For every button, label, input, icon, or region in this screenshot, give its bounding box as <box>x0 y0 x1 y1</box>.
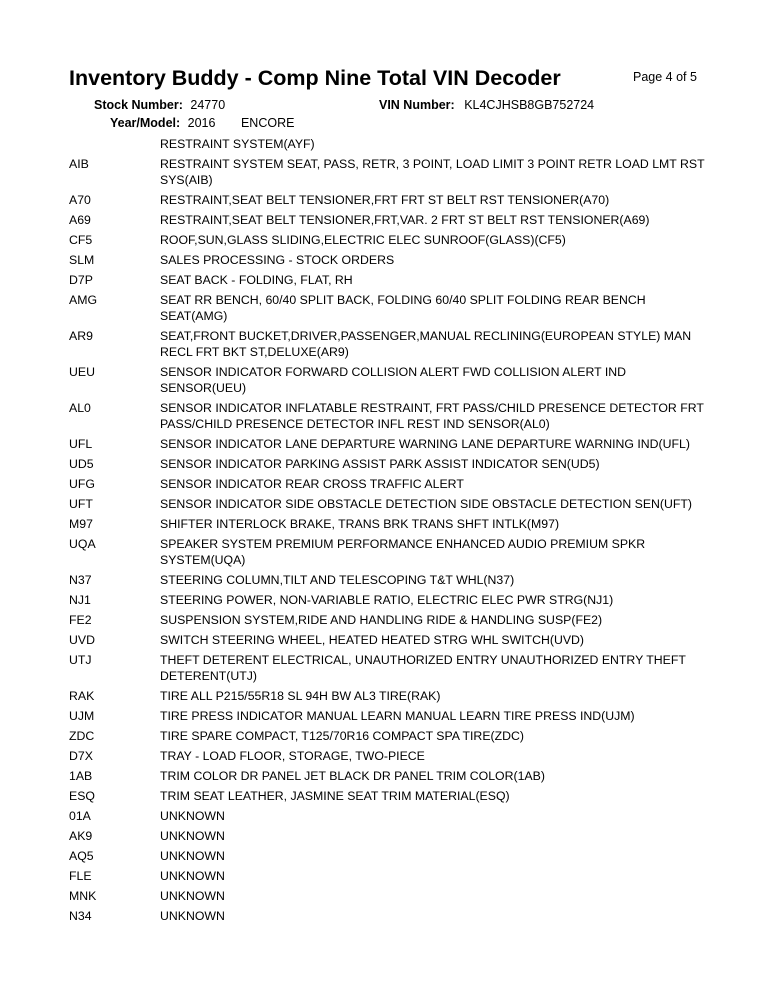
option-row <box>69 232 709 248</box>
option-code: UVD <box>69 633 95 647</box>
option-code: SLM <box>69 253 95 267</box>
option-code: 01A <box>69 809 91 823</box>
option-description: RESTRAINT SYSTEM SEAT, PASS, RETR, 3 POINT, LOAD LIMIT 3 POINT RETR LOAD LMT RST SYS(AIB) <box>160 157 705 187</box>
option-row <box>69 212 709 228</box>
option-code: FE2 <box>69 613 92 627</box>
option-code: ZDC <box>69 729 95 743</box>
option-code: MNK <box>69 889 97 903</box>
vin-number-value: KL4CJHSB8GB752724 <box>464 98 595 112</box>
option-description: SUSPENSION SYSTEM,RIDE AND HANDLING RIDE & HANDLING SUSP(FE2) <box>160 613 603 627</box>
option-row <box>69 828 709 844</box>
year-model <box>110 116 294 130</box>
option-row <box>69 192 709 208</box>
option-description: TRAY - LOAD FLOOR, STORAGE, TWO-PIECE <box>160 749 425 763</box>
option-row <box>69 516 709 532</box>
option-description: UNKNOWN <box>160 889 225 903</box>
option-description: STEERING POWER, NON-VARIABLE RATIO, ELECTRIC ELEC PWR STRG(NJ1) <box>160 593 614 607</box>
option-description: UNKNOWN <box>160 869 225 883</box>
option-code: 1AB <box>69 769 93 783</box>
option-row <box>69 328 709 360</box>
vin-number-label: VIN Number: <box>379 98 455 112</box>
year-value: 2016 <box>187 116 216 130</box>
option-code: UFT <box>69 497 93 511</box>
option-row <box>69 456 709 472</box>
option-description: SWITCH STEERING WHEEL, HEATED HEATED STRG WHL SWITCH(UVD) <box>160 633 585 647</box>
stock-number <box>94 98 225 112</box>
option-description: SENSOR INDICATOR PARKING ASSIST PARK ASSIST INDICATOR SEN(UD5) <box>160 457 600 471</box>
option-code: CF5 <box>69 233 93 247</box>
stock-number-value: 24770 <box>190 98 226 112</box>
option-description: UNKNOWN <box>160 809 225 823</box>
option-row <box>69 728 709 744</box>
option-description: SPEAKER SYSTEM PREMIUM PERFORMANCE ENHANCED AUDIO PREMIUM SPKR SYSTEM(UQA) <box>160 537 646 567</box>
option-description: TIRE PRESS INDICATOR MANUAL LEARN MANUAL LEARN TIRE PRESS IND(UJM) <box>160 709 635 723</box>
option-code: AQ5 <box>69 849 94 863</box>
option-code: FLE <box>69 869 92 883</box>
option-description: RESTRAINT,SEAT BELT TENSIONER,FRT,VAR. 2 FRT ST BELT RST TENSIONER(A69) <box>160 213 650 227</box>
option-row <box>69 592 709 608</box>
option-description: TRIM SEAT LEATHER, JASMINE SEAT TRIM MATERIAL(ESQ) <box>160 789 510 803</box>
option-code: AIB <box>69 157 89 171</box>
option-row <box>69 364 709 396</box>
option-description: TIRE ALL P215/55R18 SL 94H BW AL3 TIRE(RAK) <box>160 689 441 703</box>
option-description: TIRE SPARE COMPACT, T125/70R16 COMPACT SPA TIRE(ZDC) <box>160 729 524 743</box>
option-row <box>69 476 709 492</box>
model-value: ENCORE <box>240 116 295 130</box>
option-row <box>69 652 709 684</box>
option-code: N34 <box>69 909 92 923</box>
option-row <box>69 400 709 432</box>
option-code: A69 <box>69 213 91 227</box>
option-description: STEERING COLUMN,TILT AND TELESCOPING T&T WHL(N37) <box>160 573 515 587</box>
option-row <box>69 496 709 512</box>
option-row <box>69 292 709 324</box>
option-row <box>69 908 709 924</box>
option-description: SEAT,FRONT BUCKET,DRIVER,PASSENGER,MANUAL RECLINING(EUROPEAN STYLE) MAN RECL FRT BKT ST,DELUXE(AR9) <box>160 329 692 359</box>
option-code <box>69 136 160 152</box>
option-row <box>69 768 709 784</box>
option-description: SEAT BACK - FOLDING, FLAT, RH <box>160 273 353 287</box>
option-description: SENSOR INDICATOR INFLATABLE RESTRAINT, FRT PASS/CHILD PRESENCE DETECTOR FRT PASS/CHILD PRESENCE DETECTOR INFL REST IND SENSOR(AL0) <box>160 401 704 431</box>
option-list <box>69 136 709 928</box>
option-code: ESQ <box>69 789 95 803</box>
option-row <box>69 436 709 452</box>
option-code: N37 <box>69 573 92 587</box>
option-row <box>69 848 709 864</box>
option-description: SENSOR INDICATOR FORWARD COLLISION ALERT FWD COLLISION ALERT IND SENSOR(UEU) <box>160 365 627 395</box>
page-number: Page 4 of 5 <box>633 70 697 84</box>
option-row <box>69 136 709 152</box>
option-code: AMG <box>69 293 98 307</box>
option-code: AL0 <box>69 401 91 415</box>
option-description: RESTRAINT SYSTEM(AYF) <box>160 137 315 151</box>
option-row <box>69 156 709 188</box>
option-code: UQA <box>69 537 96 551</box>
option-code: UD5 <box>69 457 94 471</box>
vin-number <box>379 98 594 112</box>
document-title: Inventory Buddy - Comp Nine Total VIN Decoder <box>69 66 561 90</box>
option-description: SEAT RR BENCH, 60/40 SPLIT BACK, FOLDING 60/40 SPLIT FOLDING REAR BENCH SEAT(AMG) <box>160 293 646 323</box>
option-code: AK9 <box>69 829 93 843</box>
option-row <box>69 688 709 704</box>
option-row <box>69 708 709 724</box>
option-code: UJM <box>69 709 95 723</box>
stock-number-label: Stock Number: <box>94 98 183 112</box>
option-code: RAK <box>69 689 95 703</box>
option-row <box>69 612 709 628</box>
option-code: UEU <box>69 365 95 379</box>
option-code: M97 <box>69 517 93 531</box>
option-row <box>69 788 709 804</box>
option-row <box>69 868 709 884</box>
option-description: SENSOR INDICATOR LANE DEPARTURE WARNING LANE DEPARTURE WARNING IND(UFL) <box>160 437 690 451</box>
option-code: D7X <box>69 749 93 763</box>
option-row <box>69 888 709 904</box>
option-description: ROOF,SUN,GLASS SLIDING,ELECTRIC ELEC SUNROOF(GLASS)(CF5) <box>160 233 566 247</box>
option-row <box>69 572 709 588</box>
option-code: D7P <box>69 273 93 287</box>
option-row <box>69 632 709 648</box>
option-description: SHIFTER INTERLOCK BRAKE, TRANS BRK TRANS SHFT INTLK(M97) <box>160 517 560 531</box>
option-description: UNKNOWN <box>160 829 225 843</box>
option-description: SENSOR INDICATOR REAR CROSS TRAFFIC ALERT <box>160 477 464 491</box>
year-model-label: Year/Model: <box>110 116 181 130</box>
option-description: THEFT DETERENT ELECTRICAL, UNAUTHORIZED ENTRY UNAUTHORIZED ENTRY THEFT DETERENT(UTJ) <box>160 653 686 683</box>
option-description: SENSOR INDICATOR SIDE OBSTACLE DETECTION SIDE OBSTACLE DETECTION SEN(UFT) <box>160 497 693 511</box>
option-code: UTJ <box>69 653 92 667</box>
option-description: TRIM COLOR DR PANEL JET BLACK DR PANEL TRIM COLOR(1AB) <box>160 769 545 783</box>
option-code: AR9 <box>69 329 93 343</box>
option-description: SALES PROCESSING - STOCK ORDERS <box>160 253 395 267</box>
option-code: A70 <box>69 193 91 207</box>
option-description: UNKNOWN <box>160 849 225 863</box>
option-description: RESTRAINT,SEAT BELT TENSIONER,FRT FRT ST BELT RST TENSIONER(A70) <box>160 193 610 207</box>
option-row <box>69 808 709 824</box>
option-row <box>69 536 709 568</box>
option-code: UFG <box>69 477 95 491</box>
option-row <box>69 252 709 268</box>
option-row <box>69 272 709 288</box>
option-description: UNKNOWN <box>160 909 225 923</box>
option-code: UFL <box>69 437 93 451</box>
option-row <box>69 748 709 764</box>
option-code: NJ1 <box>69 593 91 607</box>
